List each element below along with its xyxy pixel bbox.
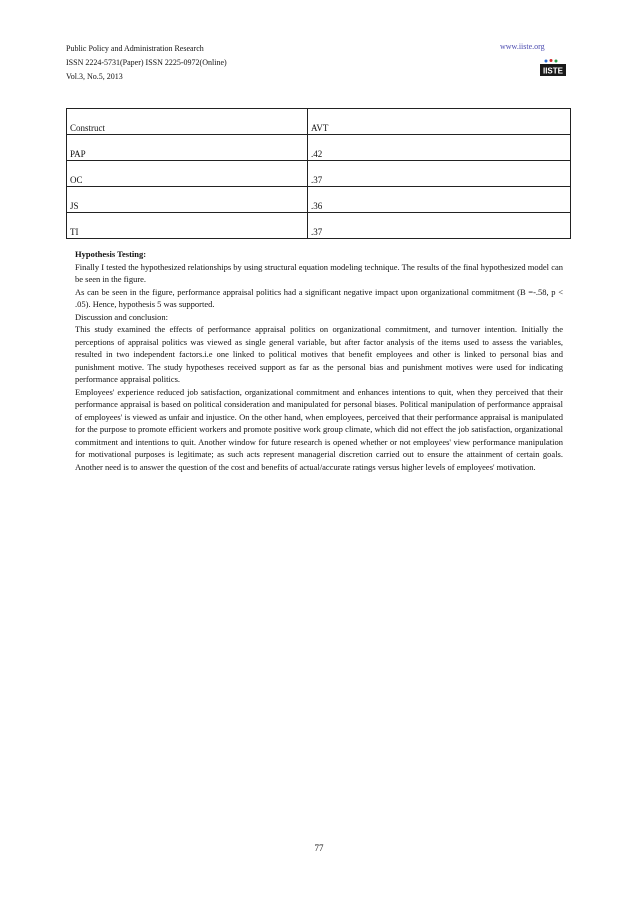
body-text (75, 248, 563, 473)
table-row (67, 213, 571, 239)
table-cell: .42 (308, 135, 571, 161)
section-subheading: Discussion and conclusion: (75, 311, 169, 322)
table-cell: PAP (67, 135, 308, 161)
paragraph: Employees' experience reduced job satisfaction, organizational commitment and enhances intentions to quit, when they perceived that their performance appraisal is based on political consideration and manipulated for personal biases. Political manipulation of performance appraisal of employees' is viewed as unfair and injustice. On the other hand, when employees, perceived that their performance appraisal is manipulated for the purpose to promote efficient workers and promote positive work group climate, which did not effect the job satisfaction, organizational commitment and intentions to quit. Another window for future research is opened whether or not employees' view performance manipulation for motivational purposes is legitimate; as such acts represent managerial discretion carried out to ensure the attainment of certain goals. Another need is to answer the question of the cost and benefits of actual/accurate ratings versus higher levels of employees' motivation. (75, 386, 563, 472)
table-header-row (67, 109, 571, 135)
paragraph: This study examined the effects of performance appraisal politics on organizational commitment, and turnover intention. Initially the perceptions of appraisal politics was viewed as single general variable, but after factor analysis of the items used to assess the variables, resulted in two independent factors.i.e one linked to political motives that benefit employees and other is linked to personal bias and punishment motive. The study hypotheses received support as far as the personal bias and punishment motives were used for indicating performance appraisal politics. (75, 324, 563, 384)
table-cell: .37 (308, 161, 571, 187)
journal-header (66, 42, 227, 84)
table-header-cell: AVT (308, 109, 571, 135)
construct-avt-table (66, 108, 571, 239)
table-row (67, 161, 571, 187)
journal-issn: ISSN 2224-5731(Paper) ISSN 2225-0972(Online) (66, 58, 227, 67)
page-number: 77 (314, 843, 324, 853)
logo-text: IISTE (542, 66, 564, 76)
section-heading: Hypothesis Testing: (75, 249, 147, 259)
table-header-cell: Construct (67, 109, 308, 135)
journal-title: Public Policy and Administration Research (66, 44, 204, 53)
table-cell: .37 (308, 213, 571, 239)
table-row (67, 135, 571, 161)
table-cell: .36 (308, 187, 571, 213)
table-cell: JS (67, 187, 308, 213)
journal-website-link[interactable]: www.iiste.org (500, 42, 545, 51)
table-row (67, 187, 571, 213)
paragraph: As can be seen in the figure, performance appraisal politics had a significant negative impact upon organizational commitment (B =-.58, p < .05). Hence, hypothesis 5 was supported. (75, 286, 563, 309)
table-cell: TI (67, 213, 308, 239)
table-cell: OC (67, 161, 308, 187)
journal-volume: Vol.3, No.5, 2013 (66, 72, 123, 81)
paragraph: Finally I tested the hypothesized relationships by using structural equation modeling technique. The results of the final hypothesized model can be seen in the figure. (75, 261, 563, 284)
iiste-logo-icon (540, 58, 566, 78)
